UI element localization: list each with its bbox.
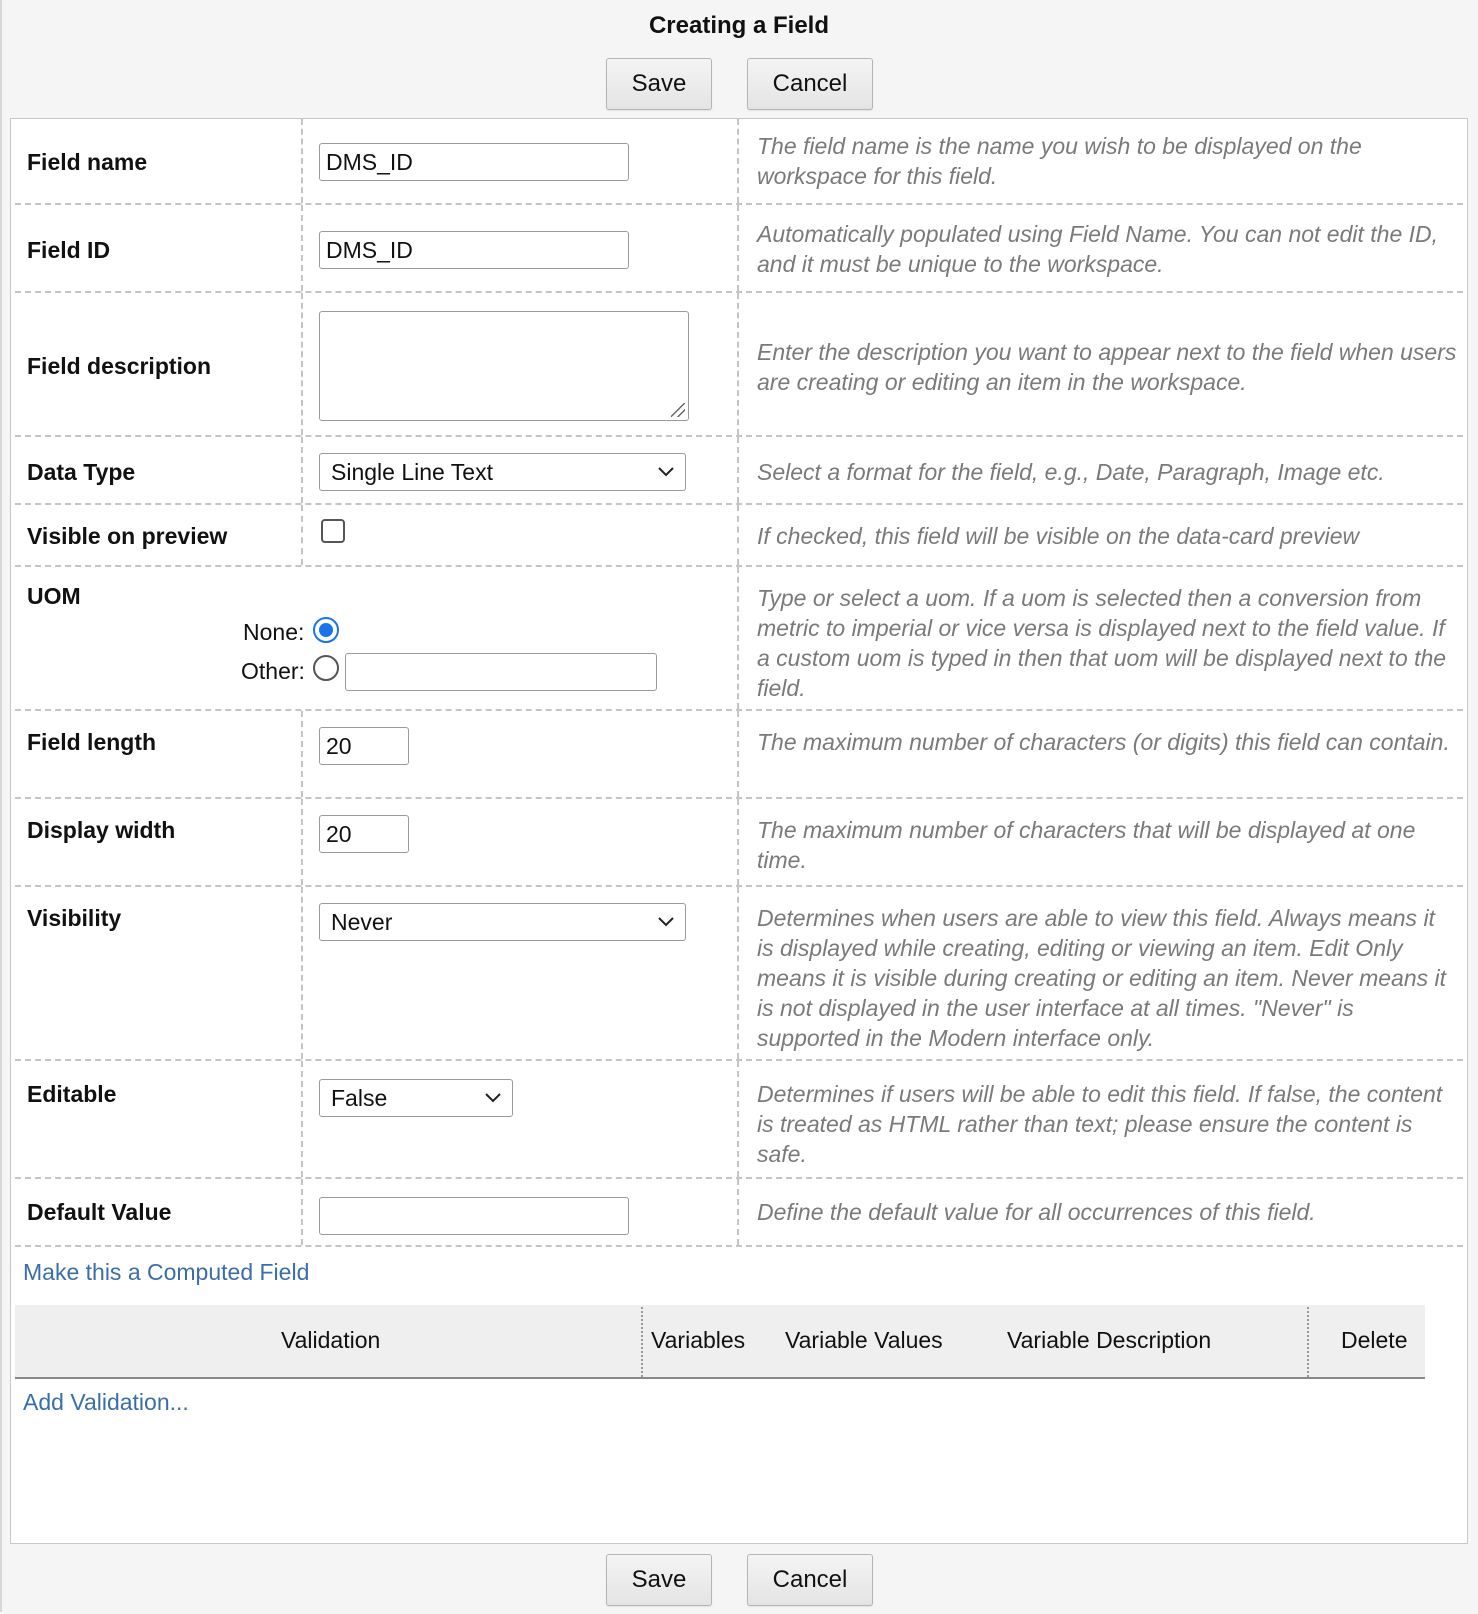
validation-column-header: Validation <box>281 1327 381 1353</box>
row-editable <box>15 1061 1463 1179</box>
delete-column-header: Delete <box>1341 1327 1408 1353</box>
visible-on-preview-checkbox[interactable] <box>321 519 345 543</box>
field-name-help: The field name is the name you wish to be displayed on the workspace for this field. <box>757 133 1362 189</box>
editable-help: Determines if users will be able to edit this field. If false, the content is treated as HTML rather than text; please ensure the content is safe. <box>757 1081 1443 1167</box>
validation-table-header <box>15 1305 1425 1379</box>
visibility-select[interactable] <box>319 903 686 941</box>
save-button-top[interactable]: Save <box>606 58 712 110</box>
chevron-down-icon <box>657 912 675 930</box>
field-length-help: The maximum number of characters (or digits) this field can contain. <box>757 729 1450 755</box>
visibility-help: Determines when users are able to view this field. Always means it is displayed while creating, editing or viewing an item. Edit Only means it is visible during creating or editing an item. Never means it is not displayed in the user interface at all times. "Never" is supported in the Modern interface only. <box>757 905 1447 1051</box>
default-value-help: Define the default value for all occurrences of this field. <box>757 1199 1316 1225</box>
chevron-down-icon <box>657 462 675 480</box>
visible-on-preview-help: If checked, this field will be visible on the data-card preview <box>757 523 1360 549</box>
field-description-label: Field description <box>27 353 212 379</box>
uom-other-radio[interactable] <box>313 655 339 681</box>
row-data-type <box>15 437 1463 505</box>
page-title: Creating a Field <box>648 12 830 39</box>
visibility-label: Visibility <box>27 905 122 931</box>
editable-value: False <box>331 1085 388 1111</box>
row-field-length <box>15 711 1463 799</box>
field-description-textarea[interactable] <box>319 311 689 421</box>
row-visible-on-preview <box>15 505 1463 567</box>
field-name-label: Field name <box>27 149 148 175</box>
field-length-label: Field length <box>27 729 157 755</box>
variable-values-column-header: Variable Values <box>785 1327 943 1353</box>
row-default-value <box>15 1179 1463 1247</box>
uom-other-input[interactable] <box>345 653 657 691</box>
editable-label: Editable <box>27 1081 117 1107</box>
variable-description-column-header: Variable Description <box>1007 1327 1212 1353</box>
field-id-input[interactable]: DMS_ID <box>319 231 629 269</box>
field-id-label: Field ID <box>27 237 111 263</box>
display-width-help: The maximum number of characters that will be displayed at one time. <box>757 817 1416 873</box>
field-length-input[interactable]: 20 <box>319 727 409 765</box>
uom-label: UOM <box>27 583 81 609</box>
data-type-value: Single Line Text <box>331 459 493 485</box>
save-button-bottom[interactable]: Save <box>606 1554 712 1606</box>
row-field-name <box>15 119 1463 205</box>
default-value-label: Default Value <box>27 1199 172 1225</box>
row-field-description <box>15 293 1463 437</box>
row-field-id <box>15 205 1463 293</box>
row-visibility <box>15 887 1463 1061</box>
display-width-input[interactable]: 20 <box>319 815 409 853</box>
data-type-help: Select a format for the field, e.g., Date, Paragraph, Image etc. <box>757 459 1385 485</box>
row-uom <box>15 567 1463 711</box>
editable-select[interactable] <box>319 1079 513 1117</box>
data-type-select[interactable] <box>319 453 686 491</box>
field-name-input[interactable]: DMS_ID <box>319 143 629 181</box>
default-value-input[interactable] <box>319 1197 629 1235</box>
display-width-label: Display width <box>27 817 176 843</box>
visible-on-preview-label: Visible on preview <box>27 523 228 549</box>
uom-other-label: Other: <box>241 658 305 684</box>
add-validation-link[interactable]: Add Validation... <box>23 1389 189 1415</box>
uom-none-label: None: <box>243 619 305 645</box>
row-display-width <box>15 799 1463 887</box>
resize-grip-icon[interactable] <box>671 403 685 417</box>
field-form <box>10 118 1468 1544</box>
uom-help: Type or select a uom. If a uom is selected then a conversion from metric to imperial or vice versa is displayed next to the field value. If a custom uom is typed in then that uom will be displayed next to the field. <box>757 585 1447 701</box>
field-description-help: Enter the description you want to appear next to the field when users are creating or editing an item in the workspace. <box>757 339 1457 395</box>
chevron-down-icon <box>484 1088 502 1106</box>
uom-none-radio[interactable] <box>313 617 339 643</box>
visibility-value: Never <box>331 909 393 935</box>
cancel-button-top[interactable]: Cancel <box>747 58 873 110</box>
data-type-label: Data Type <box>27 459 136 485</box>
variables-column-header: Variables <box>651 1327 746 1353</box>
make-computed-field-link[interactable]: Make this a Computed Field <box>23 1259 310 1285</box>
field-id-help: Automatically populated using Field Name. You can not edit the ID, and it must be unique to the workspace. <box>757 221 1439 277</box>
cancel-button-bottom[interactable]: Cancel <box>747 1554 873 1606</box>
